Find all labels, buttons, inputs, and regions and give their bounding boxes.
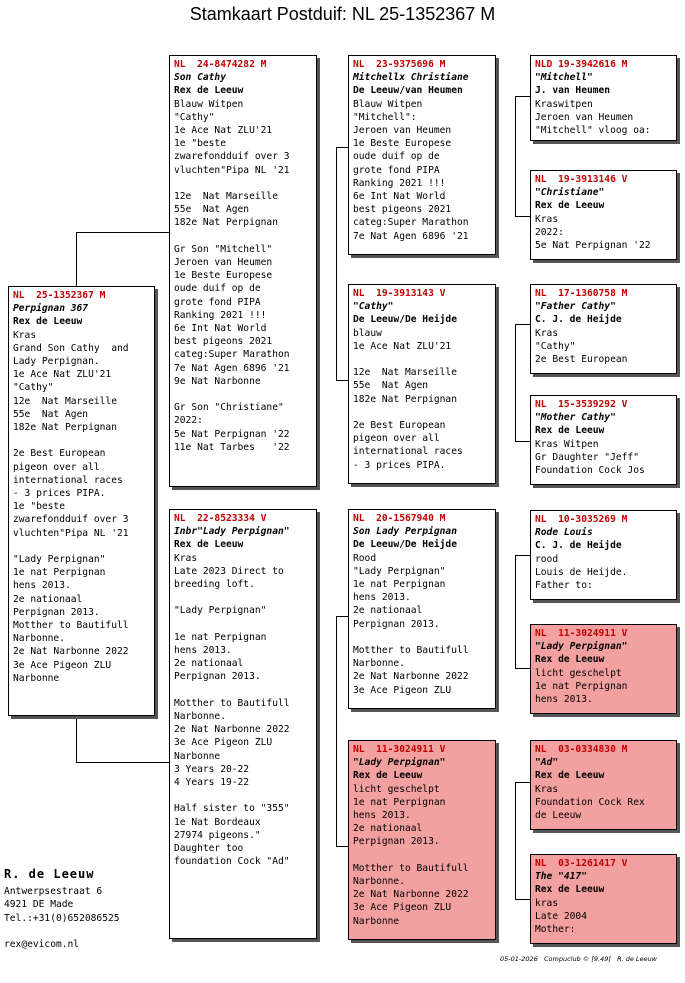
info-line: 182e Nat Perpignan: [353, 393, 457, 405]
info-line: 182e Nat Perpignan: [13, 422, 117, 434]
ring-number: NL 15-3539292 V: [535, 399, 628, 410]
info-line: Narbonne.: [353, 658, 405, 670]
breeder-name: Rex de Leeuw: [535, 884, 605, 896]
owner-line: [4, 925, 120, 938]
info-line: foundation Cock "Ad": [174, 856, 290, 868]
info-line: Mother:: [535, 924, 576, 936]
pigeon-card-gp-8: [530, 854, 677, 944]
pigeon-name: Son Lady Perpignan: [353, 526, 457, 538]
info-line: 3e Ace Pigeon ZLU: [353, 684, 452, 696]
info-line: 2e nationaal: [174, 658, 244, 670]
info-line: Lady Perpignan.: [13, 356, 100, 368]
info-line: 2e Best European: [353, 420, 446, 431]
info-line: Daughter too: [174, 843, 244, 855]
ring-number: NLD 19-3942616 M: [535, 59, 628, 70]
info-line: Ranking 2021 !!!: [174, 309, 267, 321]
info-line: Kras: [535, 783, 559, 795]
ring-number: NL 03-0334830 M: [535, 744, 628, 755]
info-line: international races: [353, 446, 463, 458]
breeder-name: C. J. de Heijde: [535, 540, 622, 552]
info-line: [174, 230, 312, 243]
info-line: 6e Int Nat World: [353, 191, 446, 203]
info-line: 11e Nat Tarbes '22: [174, 441, 290, 453]
breeder-name: De Leeuw/De Heijde: [353, 539, 457, 551]
breeder-name: De Leeuw/De Heijde: [353, 314, 457, 326]
info-line: 7e Nat Agen 6896 '21: [353, 230, 469, 242]
info-line: 6e Int Nat World: [174, 323, 267, 335]
pigeon-name: "Father Cathy": [535, 301, 616, 313]
info-line: 3e Ace Pigeon ZLU: [13, 659, 112, 671]
breeder-name: Rex de Leeuw: [535, 770, 605, 782]
ring-number: NL 23-9375696 M: [353, 59, 446, 70]
info-line: [174, 591, 312, 604]
breeder-name: C. J. de Heijde: [535, 314, 622, 326]
info-line: oude duif op de: [174, 283, 261, 295]
ring-number: NL 03-1261417 V: [535, 858, 628, 869]
connector-line: [336, 147, 337, 380]
info-line: Motther to Bautifull: [353, 862, 469, 874]
pigeon-name: The "417": [535, 871, 587, 883]
ring-number: NL 17-1360758 M: [535, 288, 628, 299]
connector-line: [336, 846, 348, 847]
info-line: 1e "beste: [13, 501, 65, 513]
info-line: best pigeons 2021: [353, 204, 452, 216]
info-line: 2022:: [174, 415, 203, 427]
info-line: Ranking 2021 !!!: [353, 177, 446, 189]
info-line: Perpignan 2013.: [174, 671, 261, 683]
ring-number: NL 10-3035269 M: [535, 514, 628, 525]
info-line: "Lady Perpignan": [353, 565, 446, 577]
connector-line: [515, 555, 530, 556]
info-line: Kras: [174, 552, 198, 564]
info-line: Jeroen van Heumen: [353, 125, 452, 137]
info-line: pigeon over all: [13, 461, 100, 473]
pigeon-card-dam-sire: [348, 509, 496, 709]
breeder-name: Rex de Leeuw: [174, 539, 244, 551]
connector-line: [515, 216, 530, 217]
pigeon-card-dam: [169, 509, 317, 939]
info-line: Motther to Bautifull: [353, 645, 469, 657]
info-line: 182e Nat Perpignan: [174, 217, 278, 229]
info-line: Rood: [353, 552, 377, 564]
info-line: zwarefondduif over 3: [13, 514, 129, 526]
info-line: 2e Best European: [13, 448, 106, 460]
info-line: pigeon over all: [353, 433, 440, 445]
info-line: 1e nat Perpignan: [353, 579, 446, 591]
pigeon-name: Mitchellx Christiane: [353, 72, 469, 84]
info-line: 2e Best European: [535, 354, 628, 366]
info-line: [174, 177, 312, 190]
info-line: Louis de Heijde.: [535, 566, 628, 578]
page-title: Stamkaart Postduif: NL 25-1352367 M: [189, 4, 496, 24]
ring-number: NL 11-3024911 V: [535, 628, 628, 639]
info-line: Blauw Witpen: [353, 98, 423, 110]
pigeon-card-sire-dam: [348, 284, 496, 484]
ring-number: NL 20-1567940 M: [353, 513, 446, 524]
breeder-name: Rex de Leeuw: [353, 770, 423, 782]
info-line: 1e Ace Nat ZLU'21: [353, 340, 452, 352]
pigeon-name: Son Cathy: [174, 72, 226, 84]
info-line: 3e Ace Pigeon ZLU: [174, 737, 273, 749]
pigeon-card-gp-2: [530, 170, 677, 260]
info-line: 5e Nat Perpignan '22: [174, 428, 290, 440]
info-line: Narbonne: [13, 672, 60, 684]
connector-line: [336, 380, 348, 381]
connector-line: [76, 232, 77, 287]
info-line: rood: [535, 553, 559, 565]
info-line: kras: [535, 897, 559, 909]
pigeon-card-gp-1: [530, 55, 677, 141]
info-line: hens 2013.: [535, 694, 593, 706]
pigeon-card-dam-dam: [348, 740, 496, 940]
info-line: 2022:: [535, 226, 564, 238]
pigeon-card-sire-sire: [348, 55, 496, 255]
info-line: Kraswitpen: [535, 98, 593, 110]
pigeon-card-gp-7: [530, 740, 677, 830]
pigeon-name: "Lady Perpignan": [535, 641, 628, 653]
info-line: best pigeons 2021: [174, 336, 273, 348]
info-line: Late 2023 Direct to: [174, 565, 284, 577]
info-line: licht geschelpt: [535, 667, 622, 679]
info-line: 1e nat Perpignan: [535, 680, 628, 692]
info-line: 55e Nat Agen: [13, 408, 89, 420]
info-line: 1e Nat Bordeaux: [174, 816, 261, 828]
owner-name: R. de Leeuw: [4, 867, 95, 881]
connector-line: [515, 782, 530, 783]
owner-email[interactable]: rex@evicom.nl: [4, 939, 80, 951]
pigeon-name: "Mother Cathy": [535, 412, 616, 424]
info-line: international races: [13, 474, 123, 486]
info-line: vluchten"Pipa NL '21: [174, 164, 290, 176]
info-line: - 3 prices PIPA.: [13, 488, 106, 500]
info-line: 2e nationaal: [353, 605, 423, 617]
info-line: 1e Beste Europese: [174, 270, 273, 282]
info-line: 2e Nat Narbonne 2022: [13, 646, 129, 658]
info-line: Narbonne.: [353, 876, 405, 888]
info-line: [353, 631, 491, 644]
info-line: 2e Nat Narbonne 2022: [353, 889, 469, 901]
info-line: Kras: [535, 213, 559, 225]
info-line: "Lady Perpignan": [174, 605, 267, 617]
info-line: Gr Son "Christiane": [174, 402, 284, 414]
ring-number: NL 11-3024911 V: [353, 744, 446, 755]
pigeon-card-gp-3: [530, 284, 677, 374]
pigeon-name: Perpignan 367: [13, 303, 89, 315]
info-line: [174, 684, 312, 697]
info-line: licht geschelpt: [353, 783, 440, 795]
ring-number: NL 19-3913143 V: [353, 288, 446, 299]
connector-line: [336, 147, 348, 148]
info-line: Half sister to "355": [174, 803, 290, 815]
pigeon-name: "Mitchell": [535, 72, 593, 84]
connector-line: [515, 324, 516, 441]
info-line: Jeroen van Heumen: [535, 111, 634, 123]
info-line: hens 2013.: [174, 645, 232, 656]
info-line: [353, 849, 491, 862]
info-line: 1e nat Perpignan: [174, 631, 267, 643]
info-line: [174, 388, 312, 401]
info-line: 2e nationaal: [353, 823, 423, 835]
info-line: Kras: [13, 329, 37, 341]
info-line: 4 Years 19-22: [174, 777, 250, 789]
info-line: Late 2004: [535, 910, 587, 922]
info-line: "Cathy": [13, 382, 54, 394]
info-line: Perpignan 2013.: [353, 618, 440, 630]
pigeon-name: "Lady Perpignan": [353, 757, 446, 769]
info-line: "Mitchell" vloog oa:: [535, 125, 651, 137]
info-line: 1e "beste: [174, 138, 226, 150]
info-line: vluchten"Pipa NL '21: [13, 527, 129, 539]
owner-line: Antwerpsestraat 6: [4, 885, 103, 897]
info-line: [13, 540, 150, 553]
info-line: 12e Nat Marseille: [13, 395, 117, 407]
info-line: categ:Super Marathon: [353, 217, 469, 229]
connector-line: [515, 96, 516, 216]
info-line: de Leeuw: [535, 810, 582, 822]
pigeon-card-gp-5: [530, 510, 677, 600]
info-line: [174, 618, 312, 631]
pigeon-name: Inbr"Lady Perpignan": [174, 526, 290, 538]
info-line: 1e Ace Nat ZLU'21: [13, 369, 112, 381]
info-line: hens 2013.: [13, 580, 71, 592]
connector-line: [515, 782, 516, 899]
info-line: Foundation Cock Jos: [535, 465, 645, 477]
info-line: 2e nationaal: [13, 593, 83, 605]
connector-line: [336, 616, 348, 617]
info-line: 5e Nat Perpignan '22: [535, 240, 651, 252]
info-line: 7e Nat Agen 6896 '21: [174, 362, 290, 374]
pigeon-name: "Christiane": [535, 187, 605, 199]
breeder-name: J. van Heumen: [535, 85, 611, 97]
info-line: [353, 353, 491, 366]
info-line: Gr Daughter "Jeff": [535, 451, 639, 463]
connector-line: [515, 324, 530, 325]
info-line: Perpignan 2013.: [353, 836, 440, 848]
footer-credit: 05-01-2026 Compuclub © [9.49] R. de Leeuw: [500, 955, 657, 963]
info-line: Gr Son "Mitchell": [174, 243, 273, 255]
info-line: Narbonne: [174, 750, 221, 762]
info-line: [174, 789, 312, 802]
info-line: [353, 406, 491, 419]
connector-line: [76, 762, 169, 763]
info-line: "Cathy": [535, 340, 576, 352]
info-line: "Cathy": [174, 111, 215, 123]
info-line: grote fond PIPA: [174, 296, 261, 308]
info-line: Blauw Witpen: [174, 98, 244, 110]
breeder-name: Rex de Leeuw: [174, 85, 244, 97]
connector-line: [515, 441, 530, 442]
pigeon-name: Rode Louis: [535, 527, 593, 539]
connector-line: [515, 555, 516, 668]
info-line: Perpignan 2013.: [13, 606, 100, 618]
pigeon-card-sire: [169, 55, 317, 487]
pigeon-card-gp-4: [530, 395, 677, 485]
info-line: oude duif op de: [353, 151, 440, 163]
info-line: 1e nat Perpignan: [13, 567, 106, 579]
owner-line: Tel.:+31(0)652086525: [4, 912, 120, 924]
info-line: 3e Ace Pigeon ZLU: [353, 902, 452, 914]
info-line: Kras: [535, 327, 559, 339]
info-line: 1e Ace Nat ZLU'21: [174, 125, 273, 137]
info-line: "Lady Perpignan": [13, 554, 106, 566]
info-line: hens 2013.: [353, 592, 411, 604]
info-line: 2e Nat Narbonne 2022: [353, 671, 469, 683]
info-line: 9e Nat Narbonne: [174, 375, 261, 387]
info-line: - 3 prices PIPA.: [353, 459, 446, 471]
breeder-name: Rex de Leeuw: [535, 200, 605, 212]
info-line: 55e Nat Agen: [353, 380, 429, 392]
info-line: 2e Nat Narbonne 2022: [174, 724, 290, 736]
info-line: grote fond PIPA: [353, 164, 440, 176]
breeder-name: De Leeuw/van Heumen: [353, 85, 463, 97]
info-line: Narbonne.: [13, 633, 65, 645]
info-line: Narbonne.: [174, 711, 226, 722]
info-line: Grand Son Cathy and: [13, 342, 129, 354]
info-line: zwarefondduif over 3: [174, 151, 290, 163]
connector-line: [76, 232, 169, 233]
info-line: hens 2013.: [353, 810, 411, 822]
info-line: 12e Nat Marseille: [353, 367, 457, 379]
connector-line: [515, 899, 530, 900]
ring-number: NL 25-1352367 M: [13, 290, 106, 301]
connector-line: [336, 616, 337, 846]
info-line: Jeroen van Heumen: [174, 257, 273, 269]
pigeon-name: "Cathy": [353, 301, 394, 313]
info-line: [13, 434, 150, 447]
info-line: categ:Super Marathon: [174, 349, 290, 361]
info-line: Kras Witpen: [535, 438, 599, 450]
pigeon-card-subject: [8, 286, 155, 716]
info-line: 27974 pigeons.": [174, 829, 261, 841]
info-line: "Mitchell":: [353, 111, 417, 123]
owner-line: 4921 DE Made: [4, 899, 74, 910]
info-line: Foundation Cock Rex: [535, 796, 645, 808]
breeder-name: Rex de Leeuw: [535, 654, 605, 666]
ring-number: NL 19-3913146 V: [535, 174, 628, 185]
info-line: 12e Nat Marseille: [174, 191, 278, 203]
info-line: 3 Years 20-22: [174, 763, 250, 775]
info-line: Father to:: [535, 580, 593, 592]
breeder-name: Rex de Leeuw: [13, 316, 83, 328]
pigeon-card-gp-6: [530, 624, 677, 714]
ring-number: NL 22-8523334 V: [174, 513, 267, 524]
ring-number: NL 24-8474282 M: [174, 59, 267, 70]
info-line: Narbonne: [353, 915, 400, 927]
info-line: breeding loft.: [174, 579, 255, 591]
info-line: 55e Nat Agen: [174, 204, 250, 216]
connector-line: [515, 668, 530, 669]
connector-line: [76, 716, 77, 762]
info-line: 1e nat Perpignan: [353, 796, 446, 808]
info-line: Motther to Bautifull: [13, 620, 129, 632]
info-line: 1e Beste Europese: [353, 138, 452, 150]
pigeon-name: "Ad": [535, 757, 559, 769]
info-line: Motther to Bautifull: [174, 697, 290, 709]
breeder-name: Rex de Leeuw: [535, 425, 605, 437]
connector-line: [515, 96, 530, 97]
info-line: blauw: [353, 327, 382, 339]
owner-block: [4, 868, 120, 952]
